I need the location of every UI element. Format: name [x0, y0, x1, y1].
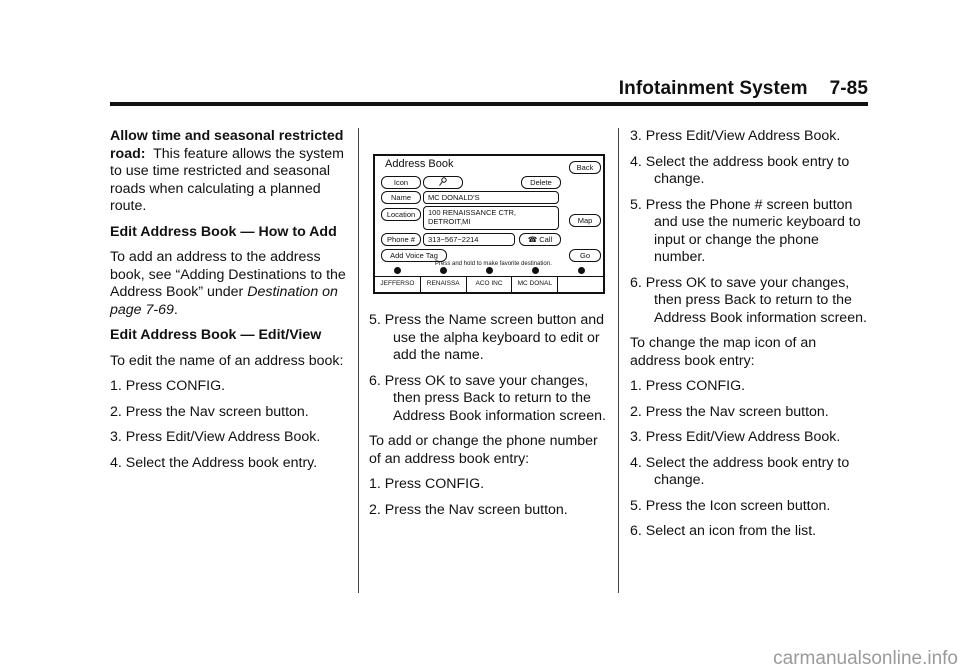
step-item: 1. Press CONFIG. [630, 378, 746, 394]
call-label: Call [539, 235, 553, 244]
paragraph-phone: To add or change the phone number of an address book entry: [369, 433, 598, 467]
step-item: 6. Press OK to save your changes, then press Back to return to the Address Book information screen. [630, 274, 867, 326]
delete-button[interactable]: Delete [521, 176, 561, 189]
step-item: 4. Select the address book entry to change. [630, 454, 850, 488]
phone-field: 313−567−2214 [423, 233, 515, 246]
location-button[interactable]: Location [381, 208, 421, 221]
period: . [173, 301, 178, 318]
column-1 [110, 128, 346, 480]
name-button[interactable]: Name [381, 191, 421, 204]
location-field [423, 206, 559, 230]
step-item: 1. Press CONFIG. [110, 378, 226, 394]
location-line-1: 100 RENAISSANCE CTR, [428, 208, 516, 217]
step-item: 5. Press the Name screen button and use the alpha keyboard to edit or add the name. [369, 312, 605, 363]
go-button[interactable]: Go [569, 249, 601, 262]
column-divider-1 [358, 128, 359, 593]
step-item: 4. Select the address book entry to change. [630, 153, 850, 187]
page-number: 7-85 [829, 78, 868, 99]
heading-edit-view: Edit Address Book — Edit/View [110, 327, 322, 343]
step-item: 2. Press the Nav screen button. [630, 403, 829, 420]
paragraph-body: This feature allows the system to use time restricted and seasonal roads when calculating a planned route. [110, 145, 344, 214]
location-line-2: DETROIT,MI [428, 217, 471, 226]
step-item: 4. Select the Address book entry. [110, 454, 318, 471]
favorite-dot [394, 267, 401, 274]
screen-title: Address Book [385, 158, 454, 170]
paragraph-edit-name: To edit the name of an address book: [110, 352, 344, 369]
phone-button[interactable]: Phone # [381, 233, 421, 246]
paragraph-map-icon: To change the map icon of an address book entry: [630, 335, 817, 369]
step-item: 5. Press the Icon screen button. [630, 497, 831, 514]
favorite-button[interactable] [558, 277, 603, 292]
step-item: 5. Press the Phone # screen button and use the numeric keyboard to input or change the phone number. [630, 196, 861, 265]
paragraph-restricted-road [110, 128, 346, 216]
add-voice-tag-button[interactable]: Add Voice Tag [381, 249, 447, 262]
watermark: carmanualsonline.info [773, 648, 958, 669]
column-3 [630, 128, 870, 549]
step-item: 3. Press Edit/View Address Book. [110, 429, 321, 445]
favorites-row [375, 276, 603, 292]
favorite-dot [440, 267, 447, 274]
back-button[interactable]: Back [569, 161, 601, 174]
step-item: 3. Press Edit/View Address Book. [630, 429, 841, 445]
step-item: 2. Press the Nav screen button. [369, 501, 568, 518]
name-field: MC DONALD’S [423, 191, 559, 204]
section-title: Infotainment System [618, 78, 808, 99]
favorite-dot [486, 267, 493, 274]
icon-button[interactable]: Icon [381, 176, 421, 189]
favorite-hint: Press and hold to make favorite destination. [435, 261, 552, 267]
step-item: 2. Press the Nav screen button. [110, 403, 309, 420]
step-item: 1. Press CONFIG. [369, 476, 485, 492]
favorite-button[interactable]: RENAISSA [421, 277, 467, 292]
favorite-button[interactable]: JEFFERSO [375, 277, 421, 292]
step-item: 6. Select an icon from the list. [630, 523, 817, 539]
paragraph-text: To add an address to the address book, see “Adding Destinations to the Address Book” under [110, 249, 346, 300]
pushpin-icon-glyph [438, 177, 448, 187]
step-item: 3. Press Edit/View Address Book. [630, 128, 841, 144]
favorite-dot [532, 267, 539, 274]
page-header [110, 78, 868, 102]
call-button[interactable] [519, 233, 561, 246]
column-2 [369, 128, 609, 527]
map-button[interactable]: Map [569, 214, 601, 227]
step-item: 6. Press OK to save your changes, then press Back to return to the Address Book information screen. [369, 372, 606, 424]
pushpin-icon [423, 176, 463, 189]
address-book-screen-figure [373, 154, 605, 294]
lead-term: Allow time and seasonal restricted road: [110, 128, 344, 162]
cross-reference: Destination on page 7-69 [110, 284, 338, 318]
heading-how-to-add: Edit Address Book — How to Add [110, 223, 337, 240]
phone-icon: ☎ [527, 235, 538, 244]
paragraph-how-to-add [110, 249, 346, 319]
favorite-dots [375, 267, 603, 275]
favorite-button[interactable]: ACO INC [467, 277, 513, 292]
favorite-dot [578, 267, 585, 274]
favorite-button[interactable]: MC DONAL [512, 277, 558, 292]
column-divider-2 [618, 128, 619, 593]
header-rule [110, 102, 868, 106]
